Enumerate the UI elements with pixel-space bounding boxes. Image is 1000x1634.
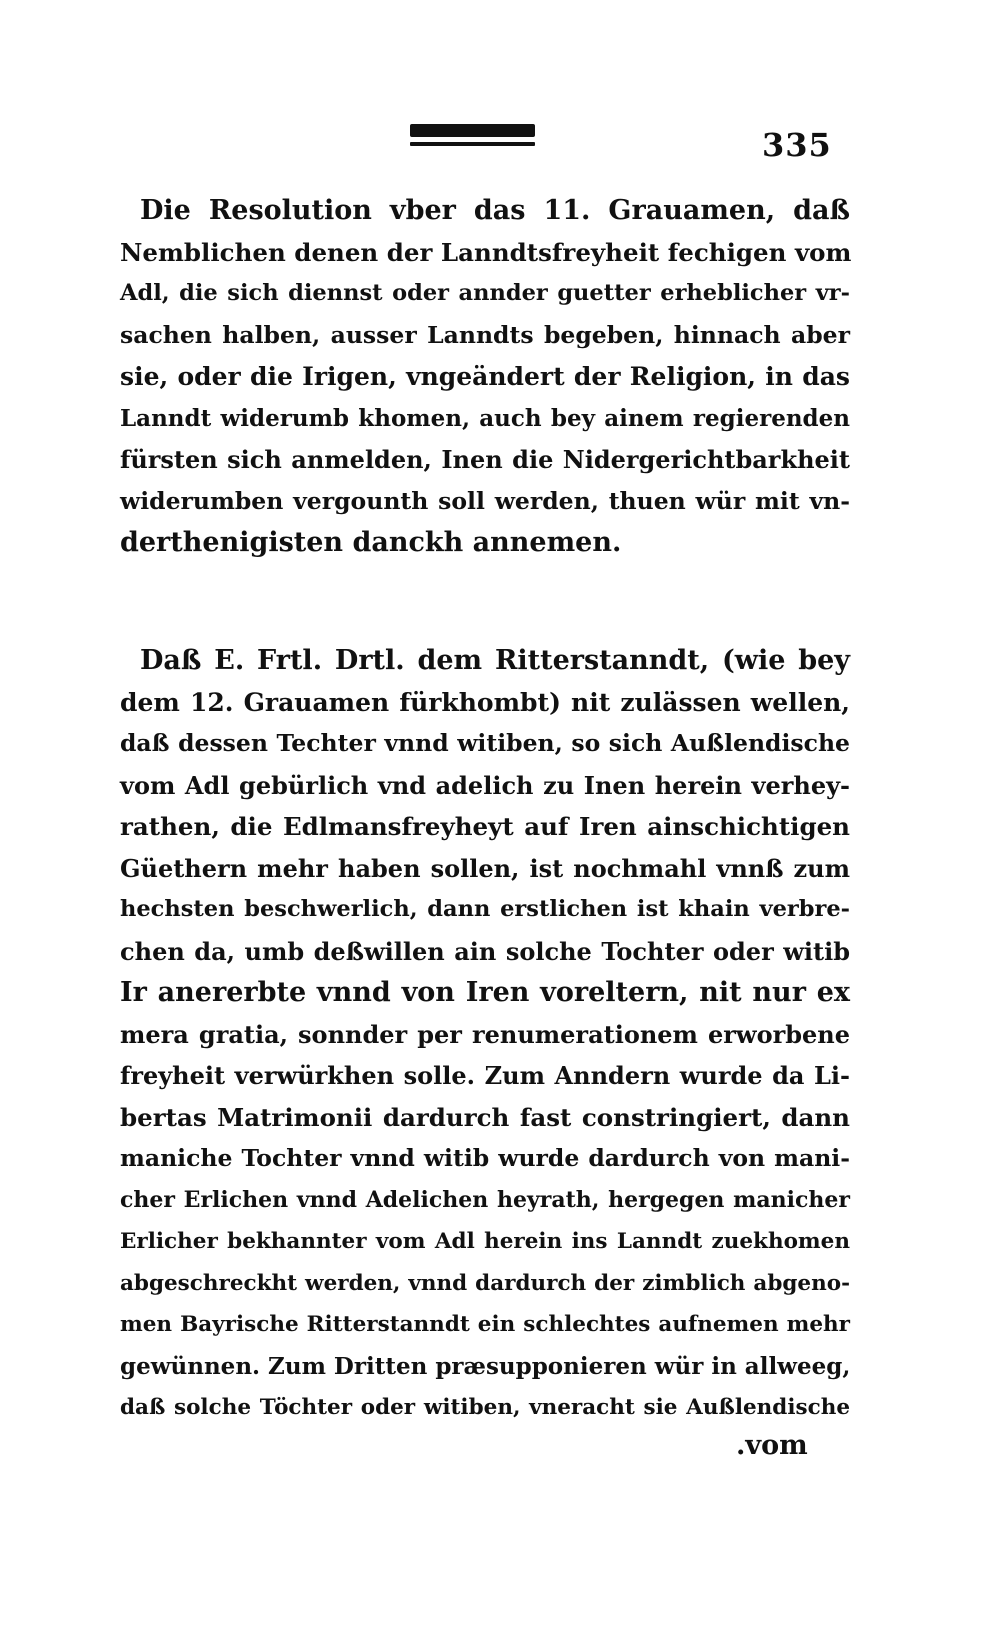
text-line: Erlicher bekhannter vom Adl herein ins Lanndt zuekhomen bbox=[120, 1229, 850, 1254]
header-rule-ornament bbox=[410, 124, 535, 146]
text-line: derthenigisten danckh annemen. bbox=[120, 527, 622, 558]
paragraph-ritterstanndt-12 bbox=[120, 640, 850, 1429]
text-line: fürsten sich anmelden, Inen die Nidergerichtbarkheit bbox=[120, 445, 850, 474]
text-line: Die Resolution vber das 11. Grauamen, daß bbox=[140, 195, 850, 226]
header-rule-thick bbox=[410, 124, 535, 137]
text-line: hechsten beschwerlich, dann erstlichen ist khain verbre- bbox=[120, 896, 850, 922]
text-line: Daß E. Frtl. Drtl. dem Ritterstanndt, (wie bey bbox=[140, 645, 850, 676]
text-line: freyheit verwürkhen solle. Zum Anndern wurde da Li- bbox=[120, 1061, 850, 1090]
catchword: .vom bbox=[736, 1430, 808, 1461]
text-line: men Bayrische Ritterstanndt ein schlechtes aufnemen mehr bbox=[120, 1312, 850, 1337]
text-line: vom Adl gebürlich vnd adelich zu Inen herein verhey- bbox=[120, 770, 850, 800]
text-line: abgeschreckht werden, vnnd dardurch der zimblich abgeno- bbox=[120, 1270, 850, 1296]
text-line: Nemblichen denen der Lanndtsfreyheit fechigen vom bbox=[120, 237, 852, 267]
text-line: Ir anererbte vnnd von Iren voreltern, nit nur ex bbox=[120, 977, 850, 1008]
text-line: bertas Matrimonii dardurch fast constringiert, dann bbox=[120, 1102, 850, 1132]
text-line: sie, oder die Irigen, vngeändert der Religion, in das bbox=[120, 362, 850, 391]
text-line: gewünnen. Zum Dritten præsupponieren wür in allweeg, bbox=[120, 1352, 851, 1380]
text-line: Güethern mehr haben sollen, ist nochmahl vnnß zum bbox=[120, 853, 850, 883]
text-line: Adl, die sich diennst oder annder guetter erheblicher vr- bbox=[120, 280, 850, 306]
header-rule-thin bbox=[410, 142, 535, 146]
text-line: dem 12. Grauamen fürkhombt) nit zulässen wellen, bbox=[120, 687, 850, 717]
text-line: maniche Tochter vnnd witib wurde dardurch von mani- bbox=[120, 1144, 850, 1172]
text-line: rathen, die Edlmansfreyheyt auf Iren ainschichtigen bbox=[120, 812, 850, 841]
text-line: chen da, umb deßwillen ain solche Tochter oder witib bbox=[120, 936, 850, 966]
text-line: cher Erlichen vnnd Adelichen heyrath, hergegen manicher bbox=[120, 1186, 850, 1213]
text-line: mera gratia, sonnder per renumerationem erworbene bbox=[120, 1019, 850, 1049]
text-line: sachen halben, ausser Lanndts begeben, hinnach aber bbox=[120, 320, 850, 349]
text-line: Lanndt widerumb khomen, auch bey ainem regierenden bbox=[120, 404, 850, 432]
paragraph-resolution-11 bbox=[120, 190, 850, 564]
text-line: daß solche Töchter oder witiben, vneracht sie Außlendische bbox=[120, 1395, 850, 1420]
text-line: daß dessen Techter vnnd witiben, so sich Außlendische bbox=[120, 729, 850, 757]
page-number: 335 bbox=[762, 126, 832, 164]
text-line: widerumben vergounth soll werden, thuen wür mit vn- bbox=[120, 486, 850, 515]
